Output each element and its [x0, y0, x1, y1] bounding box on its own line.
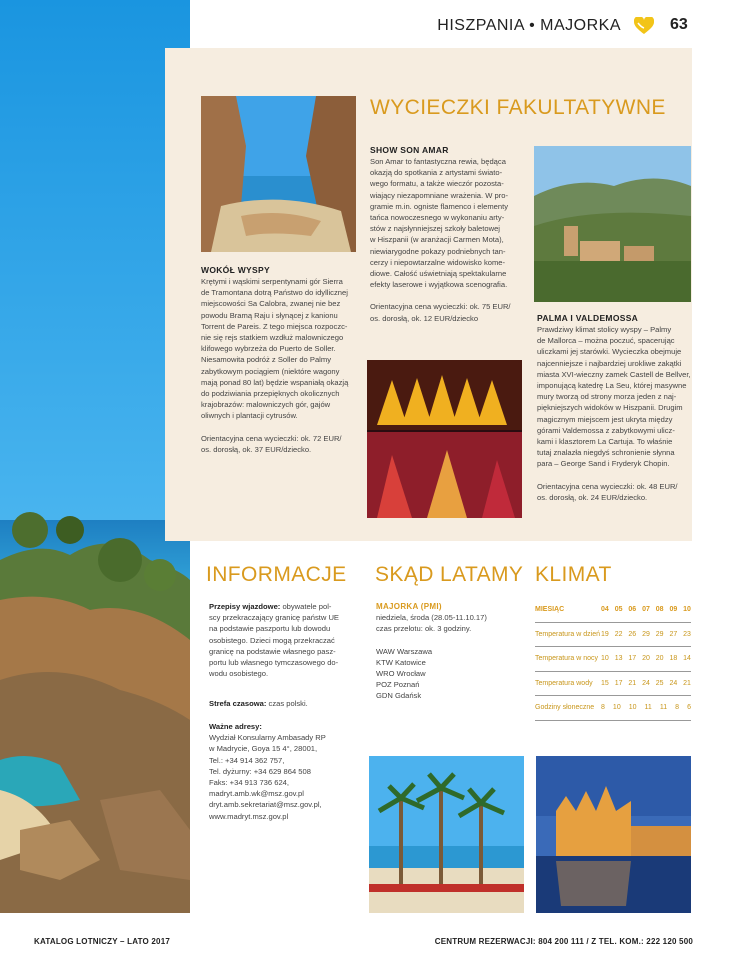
climate-row: Temperatura w dzień 19 22 26 29 29 27 23: [535, 623, 691, 648]
flight-info: MAJORKA (PMI) niedziela, środa (28.05-11.10.17) czas przelotu: ok. 3 godziny. WAW Warszawa KTW Katowice WRO Wrocław POZ Poznań GDN Gdańsk: [376, 601, 526, 702]
climate-table: [535, 598, 691, 721]
footer-catalog: KATALOG LOTNICZY – LATO 2017: [34, 937, 170, 946]
cathedral-photo: [536, 756, 691, 913]
airport-item: WRO Wrocław: [376, 669, 426, 679]
climate-header-row: MIESIĄC 04 05 06 07 08 09 10: [535, 598, 691, 623]
excursion-heading: SHOW SON AMAR: [370, 145, 449, 155]
climate-row: Temperatura w nocy 10 13 17 20 20 18 14: [535, 647, 691, 672]
header-title: HISZPANIA • MAJORKA: [437, 17, 621, 34]
excursion-price: Orientacyjna cena wycieczki: ok. 48 EUR/ os. dorosłą, ok. 24 EUR/dziecko.: [537, 481, 678, 502]
valdemossa-photo: [534, 146, 691, 302]
excursion-text: Prawdziwy klimat stolicy wyspy – Palmy de Mallorca – można poczuć, spacerując uliczkami jej starówki. Wycieczka obejmuje najcenniejsze i najbardziej urokliwe zakątki miasta XVI-wieczny zamek Castell de Bellver, imponującą katedrę La Seu, której masywne mury tworzą od strony morza jeden z naj- piękniejszych widoków w Hiszpanii. Drugim magicznym miejscem jest ukryta między górami Valdemossa z zabytkowymi ulicz- kami i klasztorem La Cartuja. To właśnie tutaj znalazła niegdyś schronienie słynna para – George Sand i Fryderyk Chopin.: [537, 325, 691, 469]
excursion-heading: PALMA I VALDEMOSSA: [537, 313, 639, 323]
page-number: 63: [670, 16, 688, 33]
canyon-photo: [201, 96, 356, 252]
excursion-text: Son Amar to fantastyczna rewia, będąca okazją do spotkania z artystami świato- wego formatu, a także wieczór pozosta- wiający niezapomniane wrażenia. W pro- gramie m.in. ogniste flamenco i elementy tańca nowoczesnego w wykonaniu arty- stów z najsłynniejszej szkoły baletowej w Hiszpanii (w aranżacji Carmen Mota), niewiarygodne pokazy podniebnych tan- cerzy i niepowtarzalne widowisko kome- diowe. Całość uświetniają spektakularne efekty laserowe i wyjątkowa scenografia.: [370, 157, 509, 290]
info-addresses: Ważne adresy: Wydział Konsularny Ambasady RP w Madrycie, Goya 15 4°, 28001, Tel.: +34 914 362 757, Tel. dyżurny: +34 629 864 508 Faks: +34 913 736 624, madryt.amb.wk@msz.gov.pl dryt.amb.sekretariat@msz.gov.pl, www.madryt.msz.gov.pl: [209, 722, 326, 821]
section-title-excursions: WYCIECZKI FAKULTATYWNE: [370, 96, 666, 119]
excursion-wokol: [201, 265, 353, 455]
section-title-informacje: INFORMACJE: [206, 563, 347, 586]
heart-icon: [634, 17, 654, 35]
airport-item: GDN Gdańsk: [376, 691, 422, 701]
climate-row: Godziny słoneczne 8 10 10 11 11 8 6: [535, 696, 691, 721]
show-photo: [367, 360, 522, 518]
airport-item: POZ Poznań: [376, 680, 420, 690]
climate-row: Temperatura wody 15 17 21 24 25 24 21: [535, 672, 691, 697]
info-entry-requirements: Przepisy wjazdowe: obywatele pol- scy przekraczający granicę państw UE na podstawie paszportu lub dowodu osobistego. Dzieci mogą przekraczać granicę na podstawie własnego pasz- portu lub własnego tymczasowego do- wodu osobistego.: [209, 602, 339, 679]
excursion-text: Krętymi i wąskimi serpentynami gór Sierra de Tramontana dotrą Państwo do idyllicznej miejscowości Sa Calobra, zwanej nie bez powodu Bramą Raju i słynącej z kanionu Torrent de Pareis. Z tego miejsca rozpoczc- nie się rejs statkiem wzdłuż malowniczego klifowego wybrzeża do Puerto de Soller. Niesamowita podróż z Soller do Palmy zabytkowym pociągiem (niektóre wagony mają ponad 80 lat) będzie wspaniałą okazją do podziwiania przepięknych okolicznych krajobrazów: malowniczych gór, gajów oliwnych i plantacji cytrusów.: [201, 277, 349, 421]
excursion-heading: WOKÓŁ WYSPY: [201, 265, 270, 275]
airport-item: KTW Katowice: [376, 657, 426, 667]
excursion-price: Orientacyjna cena wycieczki: ok. 75 EUR/ os. dorosłą, ok. 12 EUR/dziecko: [370, 302, 511, 323]
excursion-palma: [537, 313, 692, 503]
excursion-price: Orientacyjna cena wycieczki: ok. 72 EUR/ os. dorosłą, ok. 37 EUR/dziecko.: [201, 433, 342, 454]
info-timezone: Strefa czasowa: czas polski.: [209, 699, 308, 708]
excursion-show: [370, 145, 522, 324]
section-title-skad: SKĄD LATAMY: [375, 563, 524, 586]
footer-contact: CENTRUM REZERWACJI: 804 200 111 / Z TEL. KOM.: 222 120 500: [434, 937, 693, 946]
palm-beach-photo: [369, 756, 524, 913]
coast-photo: [0, 0, 190, 913]
airport-item: WAW Warszawa: [376, 646, 433, 656]
section-title-klimat: KLIMAT: [535, 563, 612, 586]
